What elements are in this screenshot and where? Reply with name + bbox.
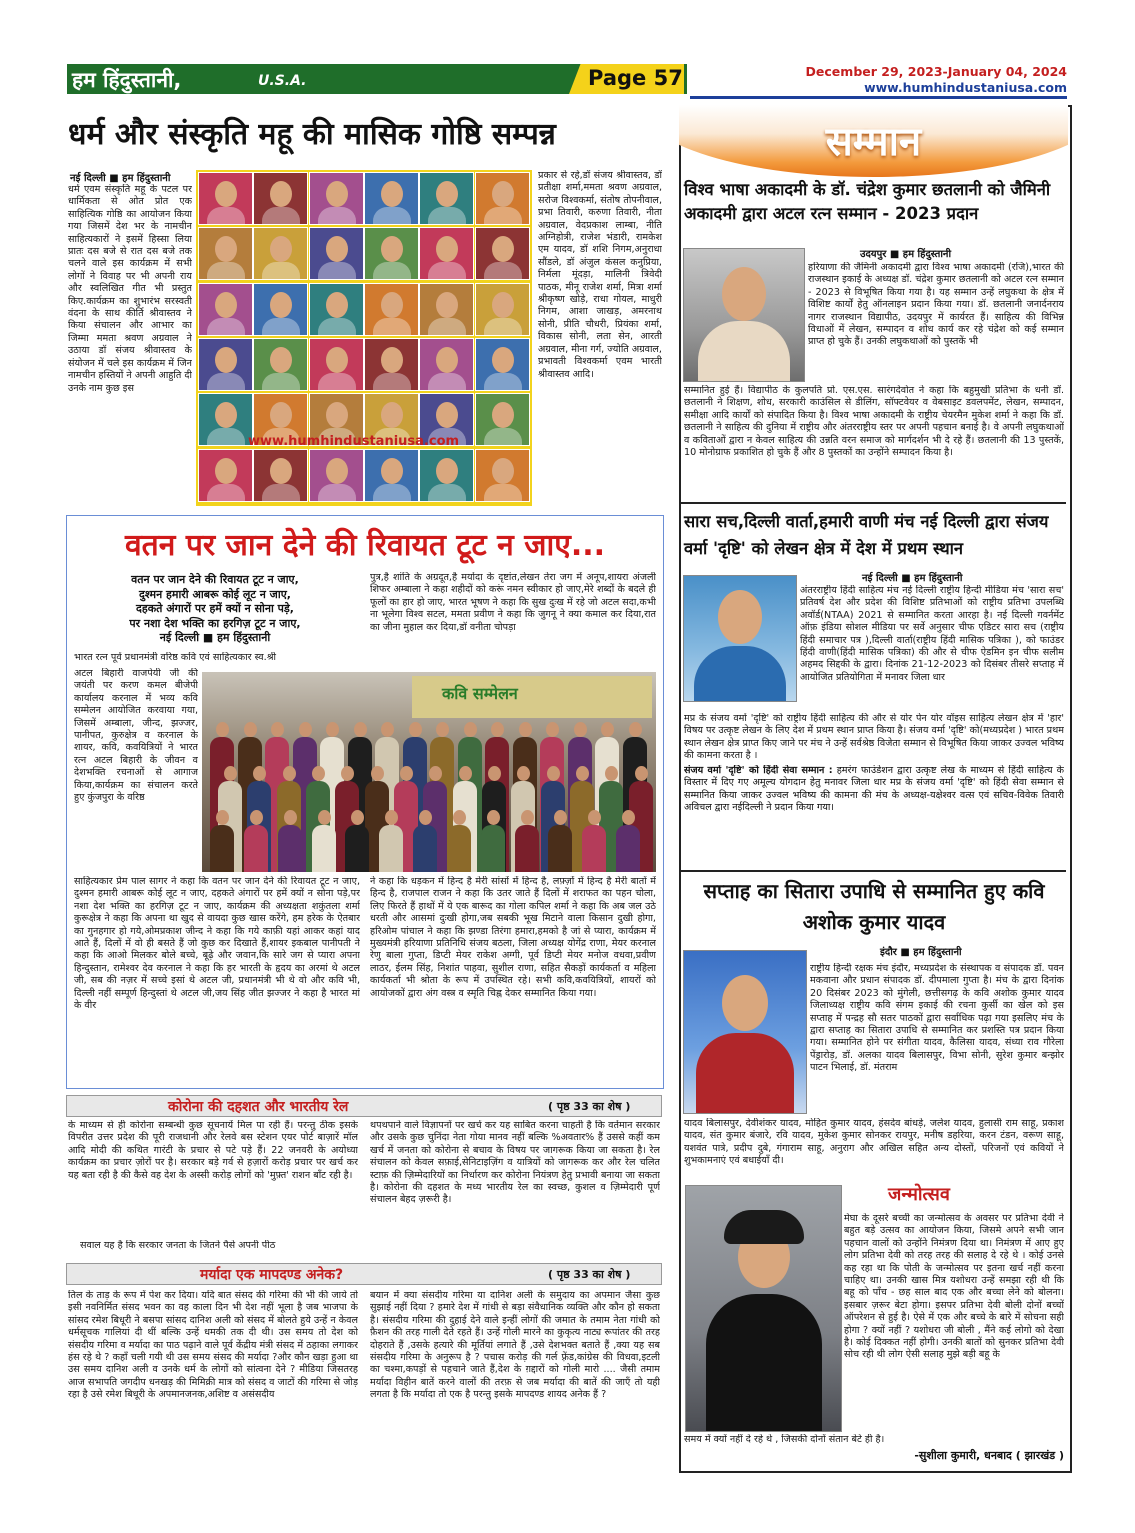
collage-portrait xyxy=(309,338,364,391)
banner-text: कवि सम्मेलन xyxy=(442,684,518,703)
collage-watermark: www.humhindustaniusa.com xyxy=(248,434,460,449)
group-photo xyxy=(202,672,656,872)
masthead-rule xyxy=(690,96,1067,99)
story2-text-beside: अंतरराष्ट्रीय हिंदी साहित्य मंच नई दिल्ली राष्ट्रीय हिन्दी मीडिया मंच 'सारा सच' प्रतिवर्ष देश और प्रदेश की विशिष्ट प्रतिभाओं को राष्ट्रीय प्रतिभा उपलब्धि अवॉर्ड(NTAA) 2021 से सम्मानित करता आरहा है। नई दिल्ली गवर्नमेंट ऑफ़ इंडिया सोशल मीडिया पर सर्वे अनुसार चीफ एडिटर सारा सच (राष्ट्रीय हिंदी समाचार पत्र ),दिल्ली वार्ता(राष्ट्रीय हिंदी मासिक पत्रिका ), को फाउंडर हिंदी वाणी(हिंदी मासिक पत्रिका) की और से चीफ ऐडमिन इन चीफ सलीम अहमद सिद्दकी के द्वारा। दिनांक 21-12-2023 को दिसंबर तीसरे सप्ताह में आयोजित प्रतियोगिता में मनावर जिला धार xyxy=(800,585,1064,683)
article2-poem xyxy=(70,573,360,646)
article4-col-right: बयान में क्या संसदीय गरिमा या दानिश अली के समुदाय का अपमान जैसा कुछ सुझाई नहीं दिया ? हमारे देश में गांधी से बड़ा संवैधानिक व्यक्ति और कौन हो सकता है। संसदीय गरिमा की दुहाई देने वाले इन्हीं लोगों की जमात के तमाम नेता गांधी को फ़ैशन की तरह गाली देते रहते हैं। उन्हें गोली मारने का कुकृत्य नाट्य रूपांतर की तरह दोहराते हैं ,उसके हत्यारे की मूर्तियां लगाते हैं ,उसे देशभक्त बताते हैं ,क्या यह सब संसदीय गरिमा के अनुरूप है ? पचास करोड़ की गर्ल फ़्रेंड,कांग्रेस की विधवा,इटली का चश्मा,कपड़ों से पहचाने जाते हैं,देश के ग़द्दारों को गोली मारो .... जैसी तमाम मर्यादा विहीन बातें करने वालों की तरफ़ से जब मर्यादा की बातें की जाएँ तो यही लगता है कि मर्यादा तो एक है परन्तु इसके मापदण्ड शायद अनेक हैं ? xyxy=(370,1290,660,1401)
collage-portrait xyxy=(198,172,253,225)
crowd-person xyxy=(548,810,572,872)
collage-portrait xyxy=(198,227,253,280)
collage-portrait xyxy=(364,283,419,336)
collage-portrait xyxy=(253,338,308,391)
collage-portrait xyxy=(419,449,474,502)
poem-line-3: दहकते अंगारों पर हमें क्यों न सोना पड़े, xyxy=(136,602,294,615)
masthead-title: हम हिंदुस्तानी, xyxy=(72,68,182,92)
story1-headline: विश्व भाषा अकादमी के डॉ. चंद्रेश कुमार छतलानी को जैमिनी अकादमी द्वारा अटल रत्न सम्मान - 2023 प्रदान xyxy=(684,180,1051,223)
article4-col-left: तिल के ताड़ के रूप में पेश कर दिया। यदि बात संसद की गरिमा की भी की जाये तो इसी नवनिर्मित संसद भवन का वह काला दिन भी देश नहीं भूला है जब भाजपा के सांसद रमेश बिधूरी ने बसपा सांसद दानिश अली को संसद में बोलते हुये उन्हें न केवल धर्मसूचक गालियां दी थीं बल्कि उन्हें धमकी तक दी थी। उस समय तो देश को संसदीय गरिमा व मर्यादा का पाठ पढ़ाने वाले पूर्व केंद्रीय मंत्री संसद में ठहाका लगाकर हंस रहे थे ? कहाँ चली गयी थी उस समय संसद की मर्यादा ?और कौन खड़ा हुआ था उस समय दानिश अली व उनके धर्म के लोगों को सांत्वना देने ? मीडिया जिसतरह आज सभापति जगदीप धनखड़ की मिमिक्री मात्र को संसद व जाटों की गरिमा से जोड़ रहा है उसे रमेश बिधूरी के अपमानजनक,अशिष्ट व असंसदीय xyxy=(68,1290,358,1401)
story4-text-beside: मेघा के दूसरे बच्ची का जन्मोत्सव के अवसर पर प्रतिभा देवी ने बहुत बड़े उत्सव का आयोजन किया, जिसमे अपने सभी जान पहचान वालों को उन्होंने निमंत्रण दिया था। निमंत्रण में आए हुए लोग प्रतिभा देवी को तरह तरह की सलाह दे रहे थे । कोई उनसे कह रहा था कि पोती के जन्मोत्सव पर इतना खर्च नहीं करना चाहिए था। उनकी खास मित्र यशोधरा उन्हें समझा रही थी कि बहू को पाँच - छह साल बाद एक और बच्चा लेने को बोलना। इसबार ज़रूर बेटा होगा। इसपर प्रतिभा देवी बोली दोनों बच्चों ऑपरेशन से हुई है। ऐसे में एक और बच्चे के बारे में सोचना सही होगा ? क्यों नहीं ? यशोधरा जी बोली , मैंने कई लोगो को देखा है। कोई दिक्कत नहीं होगी। उनकी बातों को सुनकर प्रतिभा देवी सोच रही थी लोग ऐसी सलाह मुझे बड़ी बहू के xyxy=(844,1213,1064,1361)
story3-dateline: इंदौर ■ हम हिंदुस्तानी xyxy=(880,947,962,958)
story4-text-below: समय में क्यों नहीं दे रहे थे , जिसकी दोनों संतान बेटे ही है। xyxy=(684,1434,885,1445)
article4-page-ref: ( पृष्ठ 33 का शेष ) xyxy=(548,1268,631,1281)
story1-portrait xyxy=(683,248,805,382)
issue-date: December 29, 2023-January 04, 2024 xyxy=(805,64,1067,79)
story4-author: -सुशीला कुमारी, धनबाद ( झारखंड ) xyxy=(914,1449,1064,1462)
website-link[interactable]: www.humhindustaniusa.com xyxy=(864,80,1067,95)
collage-portrait xyxy=(475,393,530,446)
article2-col-bottom-left: साहित्यकार प्रेम पाल सागर ने कहा कि वतन पर जान देने की रिवायत टूट न जाए, दुश्मन हमारी आबरू कोई लूट न जाए, दहकते अंगारों पर हमें क्यों न सोना पड़े,पर नशा देश भक्ति का हरगिज़ टूट न जाए, कार्यक्रम की अध्यक्षता शकुंतला शर्मा कुरूक्षेत्र ने कहा कि अपना था खुद से वायदा कुछ खास करेंगे, हम हरेक के ऐतबार का गुनहगार हो गये,ओमप्रकाश जीन्द ने कहा कि गये काफ़ी यहां आकर कहां याद आते हैं, दिलों में वो ही बसते हैं जो कुछ कर दिखाते हैं,शायर इकबाल पानीपती ने कहा कि आओ मिलकर बोले बच्चे, बूढ़े और जवान,कि सारे जग से प्यारा अपना हिन्दुस्तान, रामेश्वर देव करनाल ने कहा कि हर भारती के हृदय का अरमां थे अटल जी, सब की नज़र में सच्चे इसां थे अटल जी, प्रधानमंत्री भी थे वो और कवि भी, दिल्ली नहीं सम्पूर्ण हिन्दुस्तां थे अटल जी,जय सिंह जीत झज्जर ने कहा है भारत मां के वीर xyxy=(74,876,360,1012)
collage-portrait xyxy=(309,172,364,225)
crowd-person xyxy=(481,810,505,872)
collage-portrait xyxy=(198,338,253,391)
article3-page-ref: ( पृष्ठ 33 का शेष ) xyxy=(548,1100,631,1113)
collage-portrait xyxy=(364,227,419,280)
story3-headline: सप्ताह का सितारा उपाधि से सम्मानित हुए कवि अशोक कुमार यादव xyxy=(703,879,1045,934)
collage-portrait xyxy=(419,227,474,280)
article4-headline: मर्यादा एक मापदण्ड अनेक? xyxy=(200,1267,344,1283)
story4-headline: जन्मोत्सव xyxy=(888,1184,950,1205)
collage-portrait xyxy=(309,283,364,336)
story1-dateline: उदयपुर ■ हम हिंदुस्तानी xyxy=(860,249,952,260)
crowd-person xyxy=(345,810,369,872)
collage-portrait xyxy=(253,449,308,502)
crowd-person xyxy=(278,810,302,872)
collage-portrait xyxy=(253,172,308,225)
collage-portrait xyxy=(253,227,308,280)
collage-portrait xyxy=(253,283,308,336)
collage-portrait xyxy=(309,227,364,280)
story4-portrait xyxy=(685,1185,842,1432)
poem-line-4: पर नशा देश भक्ति का हरगिज़ टूट न जाए, xyxy=(129,616,301,630)
article3-col-right: थपथपाने वाले विज्ञापनों पर खर्च कर यह साबित करना चाहती है कि वर्तमान सरकार और उसके कुछ चुनिंदा नेता गोया मानव नहीं बल्कि %अवतार% हैं उससे कहीं कम खर्च में जनता को कोरोना से बचाव के विषय पर जागरूक किया जा सकता है। रेल संचालन को केवल सफ़ाई,सेनिटाइज़िंग व यात्रियों को जागरूक कर और रेल चलित स्टाफ़ की ज़िम्मेदारियों का निर्धारण कर कोरोना नियंत्रण हेतु प्रभावी बनाया जा सकता है। कोरोना की दहशत के मध्य भारतीय रेल का स्वच्छ, कुशल व ज़िम्मेदारी पूर्ण संचालन बेहद ज़रूरी है। xyxy=(370,1120,660,1206)
collage-portrait xyxy=(364,338,419,391)
article2-dateline: नई दिल्ली ■ हम हिंदुस्तानी xyxy=(159,631,271,644)
collage-portrait xyxy=(475,449,530,502)
crowd-person xyxy=(616,810,640,872)
collage-portrait xyxy=(198,283,253,336)
crowd-person xyxy=(312,810,336,872)
crowd-person xyxy=(210,810,234,872)
collage-portrait xyxy=(475,338,530,391)
collage-portrait xyxy=(419,283,474,336)
poem-line-1: वतन पर जान देने की रिवायत टूट न जाए, xyxy=(131,573,299,586)
collage-portrait xyxy=(475,283,530,336)
collage-portrait xyxy=(309,449,364,502)
crowd-person xyxy=(379,810,403,872)
story3-portrait xyxy=(683,950,807,1114)
article2-headline: वतन पर जान देने की रिवायत टूट न जाए... xyxy=(124,528,606,563)
article3-headline: कोरोना की दहशत और भारतीय रेल xyxy=(168,1099,349,1115)
story2-subsection xyxy=(684,765,1064,827)
crowd-person xyxy=(515,810,539,872)
collage-portrait xyxy=(419,338,474,391)
crowd-person xyxy=(447,810,471,872)
article1-col1: धर्म एवम संस्कृति महू के पटल पर धार्मिकता से ओत प्रोत एक साहित्यिक गोष्ठि का आयोजन किया गया जिसमें देश भर के नामचीन साहित्यकारों ने इसमें हिस्सा लिया प्रातः दस बजे से रात दस बजे तक चलने वाले इस कार्यक्रम में सभी लोगों ने विवाह पर भी अपनी राय और स्वलिखित गीत भी प्रस्तुत किए.कार्यक्रम का शुभारंभ सरस्वती वंदना के साथ कीर्ति श्रीवास्तव ने किया संचालन और आभार का जिम्मा ममता श्रवण अग्रवाल ने उठाया डॉ संजय श्रीवास्तव के संयोजन में चले इस कार्यक्रम में जिन नामचीन हस्तियों ने अपनी आहुति दी उनके नाम कुछ इस xyxy=(68,184,192,394)
collage-portrait xyxy=(364,172,419,225)
article2-intro: भारत रत्न पूर्व प्रधानमंत्री वरिष्ठ कवि एवं साहित्यकार स्व.श्री xyxy=(74,652,276,663)
article2-col-left-mid: अटल बिहारी वाजपेयी जी की जयंती पर करण कमल बीजेपी कार्यालय करनाल में भव्य कवि सम्मेलन आयोजित करवाया गया, जिसमें अम्बाला, जीन्द, झज्जर, पानीपत, कुरुक्षेत्र व करनाल के शायर, कवि, कवयित्रियों ने भारत रत्न अटल बिहारी के जीवन व देशभक्ति रचनाओं से आगाज किया,कार्यक्रम का संचालन करते हुए कुंजपुरा के वरिष्ठ xyxy=(74,668,198,804)
article1-dateline: नई दिल्ली ■ हम हिंदुस्तानी xyxy=(70,173,171,184)
story2-text-below: मप्र के संजय वर्मा 'दृष्टि' को राष्ट्रीय हिंदी साहित्य की और से योर पेन योर वॉइस साहित्य लेखन क्षेत्र में 'हार' विषय पर उत्कृष्ट लेखन के लिए देश में प्रथम स्थान प्राप्त किया है। संजय वर्मा 'दृष्टि' को(मध्यप्रदेश ) भारत प्रथम स्थान लेखन क्षेत्र प्राप्त किए जाने पर मंच ने उन्हें सर्वश्रेष्ठ विजेता सम्मान से विभूषित किया जाकर उज्वल भविष्य की कामना करता है । xyxy=(684,713,1064,762)
article3-col-left-2: सवाल यह है कि सरकार जनता के जितने पैसे अपनी पीठ xyxy=(80,1240,276,1251)
poem-line-2: दुश्मन हमारी आबरू कोई लूट न जाए, xyxy=(139,587,291,601)
collage-portrait xyxy=(364,449,419,502)
story1-text-below: सम्मानित हुई हैं। विद्यापीठ के कुलपति प्रो. एस.एस. सारंगदेवोत ने कहा कि बहुमुखी प्रतिभा के धनी डॉ. छतलानी ने शिक्षण, शोध, सरकारी काउंसिल से डीलिंग, सॉफ्टवेयर व वेबसाइट डवलपमेंट, लेखन, सम्पादन, समीक्षा आदि कार्यों को संपादित किया है। विश्व भाषा अकादमी के राष्ट्रीय चेयरमैन मुकेश शर्मा ने कहा कि डॉ. छतलानी ने साहित्य की दुनिया में राष्ट्रीय और अंतरराष्ट्रीय स्तर पर अपनी पहचान बनाई है। वे अपनी लघुकथाओं व कविताओं द्वारा न केवल साहित्य की उन्नति वरन समाज को मार्गदर्शन भी दे रहे हैं। छतलानी की 13 पुस्तकें, 10 मोनोग्राफ प्रकाशित हो चुके हैं और 8 पुस्तकों का उन्होंने सम्पादन किया है। xyxy=(684,385,1064,459)
story1-text-beside: हरियाणा की जैमिनी अकादमी द्वारा विश्व भाषा अकादमी (रजि),भारत की राजस्थान इकाई के अध्यक्ष डॉ. चंद्रेश कुमार छतलानी को अटल रत्न सम्मान - 2023 से विभूषित किया गया है। यह सम्मान उन्हें लघुकथा के क्षेत्र में विशिष्ट कार्यों हेतु ऑनलाइन प्रदान किया गया। डॉ. छतलानी जनार्दनराय नागर राजस्थान विद्यापीठ, उदयपुर में कार्यरत हैं। साहित्य की विभिन्न विधाओं में लेखन, सम्पादन व शोध कार्य कर रहे चंद्रेश को कई सम्मान प्राप्त हो चुके हैं। उनकी लघुकथाओं को पुस्तकें भी xyxy=(808,262,1064,348)
crowd-person xyxy=(582,810,606,872)
collage-portrait xyxy=(198,393,253,446)
story2-portrait xyxy=(683,575,797,702)
crowd-person xyxy=(413,810,437,872)
masthead-subtitle: U.S.A. xyxy=(258,73,307,89)
story2-sub-head: संजय वर्मा 'दृष्टि' को हिंदी सेवा सम्मान : xyxy=(684,765,833,776)
collage-portrait xyxy=(419,172,474,225)
story2-dateline: नई दिल्ली ■ हम हिंदुस्तानी xyxy=(862,573,963,584)
collage-portrait xyxy=(475,227,530,280)
crowd-person xyxy=(244,810,268,872)
article2-col-bottom-right: ने कहा कि धड़कन में हिन्द है मेरी सांसों में हिन्द है, लफ़्ज़ों में हिन्द है मेरी बातों में हिन्द है, राजपाल राजन ने कहा कि उतर जाते हैं दिलों में शराफत का पहन चोला, लिए फिरते हैं हाथों में ये एक बारूद का गोला कपिल शर्मा ने कहा कि अब जल उठे धरती और आसमां दुःखी होगा,जब सबकी भूख मिटाने वाला किसान दुखी होगा, हरिओम पांचाल ने कहा कि झण्डा तिरंगा हमारा,हमको है जां से प्यारा, कार्यक्रम में मुख्यमंत्री हरियाणा प्रतिनिधि संजय बठला, जिला अध्यक्ष योगेंद्र राणा, मेयर करनाल रेणु बाला गुप्ता, डिप्टी मेयर राकेश अग्गी, पूर्व डिप्टी मेयर मनोज वधवा,प्रवीण लाठर, ईलम सिंह, निशांत पाहवा, सुशील राणा, सहित सैकड़ों कार्यकर्ता व महिला कार्यकर्ता भी श्रोता के रूप में उपस्थित रहे। सभी कवि,कवयित्रियों, शायरों को आयोजकों द्वारा अंग वस्त्र व स्मृति चिह्न देकर सम्मानित किया गया। xyxy=(370,876,656,999)
page-number: Page 57 xyxy=(588,66,683,90)
article3-col-left: के माध्यम से ही कोरोना सम्बन्धी कुछ सूचनायें मिल पा रही हैं। परन्तु ठीक इसके विपरीत उत्तर प्रदेश की पूरी राजधानी और रेलवे बस स्टेशन एयर पोर्ट बाज़ारें मॉल आदि मोदी की कथित गारंटी के प्रचार से पटे पड़े हैं। 22 जनवरी के अयोध्या कार्यक्रम का प्रचार ज़ोरों पर है। सरकार बड़े गर्व से हज़ारों करोड़ प्रचार पर खर्च कर यह बता रही है की कैसे वह देश के अस्सी करोड़ लोगों को 'मुफ़्त' राशन बाँट रही है। xyxy=(68,1120,358,1181)
story2-sub-text: हमरंग फाउंडेशन द्वारा उत्कृष्ट लेख के माध्यम से हिंदी साहित्य के विस्तार में दिए गए अमूल्य योगदान हेतु मनावर जिला धार मप्र के संजय वर्मा 'दृष्टि' को हिंदी सेवा सम्मान से सम्मानित किया जाकर उज्वल भविष्य की कामना की मंच के अध्यक्ष-यक्षेश्वर वत्स एवं सचिव-विवेक तिवारी अविचल द्वारा नईदिल्ली ने प्रदान किया गया। xyxy=(684,765,1064,814)
article2-col-right-top: पुत्र,है शांति के अग्रदूत,है मर्यादा के दृष्टांत,लेखन तेरा जग में अनूप,शायरा अंजली शिफर अम्बाला ने कहा शहीदों को करूं नमन स्वीकार हो जाए,मेरे शब्दों के बदले ही फूलों का हार हो जाए, भारत भूषण ने कहा कि सुख दुःख में रहे जो अटल सदा,कभी ना भूलेगा विश्व सटल, ममता प्रवीण ने कहा कि जुगनू ने क्या कमाल कर दिया,रात का जीना मुहाल कर दिया,डॉ वनीता चोपड़ा xyxy=(370,572,656,633)
photo-collage xyxy=(196,170,532,506)
story3-text-below: यादव बिलासपुर, देवीशंकर यादव, मोहित कुमार यादव, हंसदेव बांधड़े, जलेश यादव, हुलासी राम साहू, प्रकाश यादव, संत कुमार बंजारे, रवि यादव, मुकेश कुमार सोनकर रायपुर, मनीष डहरिया, करन टंडन, वरूण साहू, यशवंत पात्रे, प्रदीप दुबे, गंगाराम साहू, अनुराग और अखिल सहित अन्य दोस्तों, परिजनों एवं कवियों ने शुभकामनाएं एवं बधाईयाँ दी। xyxy=(684,1118,1064,1167)
sidebar-title: सम्मान xyxy=(825,119,922,165)
story1-divider xyxy=(681,502,1066,504)
story2-divider xyxy=(681,870,1066,872)
collage-portrait xyxy=(475,172,530,225)
article1-headline: धर्म और संस्कृति महू की मासिक गोष्ठि सम्पन्न xyxy=(68,117,556,152)
article1-col3: प्रकार से रहे,डॉ संजय श्रीवास्तव, डॉ प्रतीक्षा शर्मा,ममता श्रवण अग्रवाल, सरोज विश्वकर्मा, संतोष तोपनीवाल, प्रभा तिवारी, करुणा तिवारी, नीता अग्रवाल, वेदप्रकाश लाम्बा, नीति अग्निहोत्री, राजेश भंडारी, रामकेश एम यादव, डॉ शशि निगम,अनुराधा सौंडले, डॉ अंजुल कंसल कनुप्रिया, निर्मला मूंदड़ा, मालिनी त्रिवेदी पाठक, मीनू राजेश शर्मा, मित्रा शर्मा श्रीकृष्ण खोड़े, राधा गोयल, माधुरी निगम, आशा जाखड़, अमरनाथ सोनी, प्रीति चौधरी, प्रियंका शर्मा, विकास सोनी, लता सेन, आरती अग्रवाल, मीना गर्ग, ज्योति अग्रवाल, प्रभावती विश्वकर्मा एवम भारती श्रीवास्तव आदि। xyxy=(538,170,662,380)
story2-headline: सारा सच,दिल्ली वार्ता,हमारी वाणी मंच नई दिल्ली द्वारा संजय वर्मा 'दृष्टि' को लेखन क्षेत्र में देश में प्रथम स्थान xyxy=(684,512,1049,558)
story3-text-beside: राष्ट्रीय हिन्दी रक्षक मंच इंदौर, मध्यप्रदेश के संस्थापक व संपादक डॉ. पवन मकवाना और प्रधान संपादक डॉ. दीपमाला गुप्ता है। मंच के द्वारा दिनांक 20 दिसंबर 2023 को मुंगेली, छत्तीसगढ़ के कवि अशोक कुमार यादव जिलाध्यक्ष राष्ट्रीय कवि संगम इकाई की रचना कुर्सी का खेल को इस सप्ताह में पन्द्रह सौ सतर पाठकों द्वारा सर्वाधिक पढ़ा गया इसलिए मंच के द्वारा सप्ताह का सितारा उपाधि से सम्मानित कर प्रशस्ति पत्र प्रदान किया गया। सम्मानित होने पर संगीता यादव, कैलिसा यादव, संध्या राव गौरेला पेंड्रारोड़, डॉ. अलका यादव बिलासपुर, विभा सोनी, सुरेश कुमार बन्झोर पाटन भिलाई, डॉ. मंतराम xyxy=(810,963,1064,1074)
collage-portrait xyxy=(198,449,253,502)
